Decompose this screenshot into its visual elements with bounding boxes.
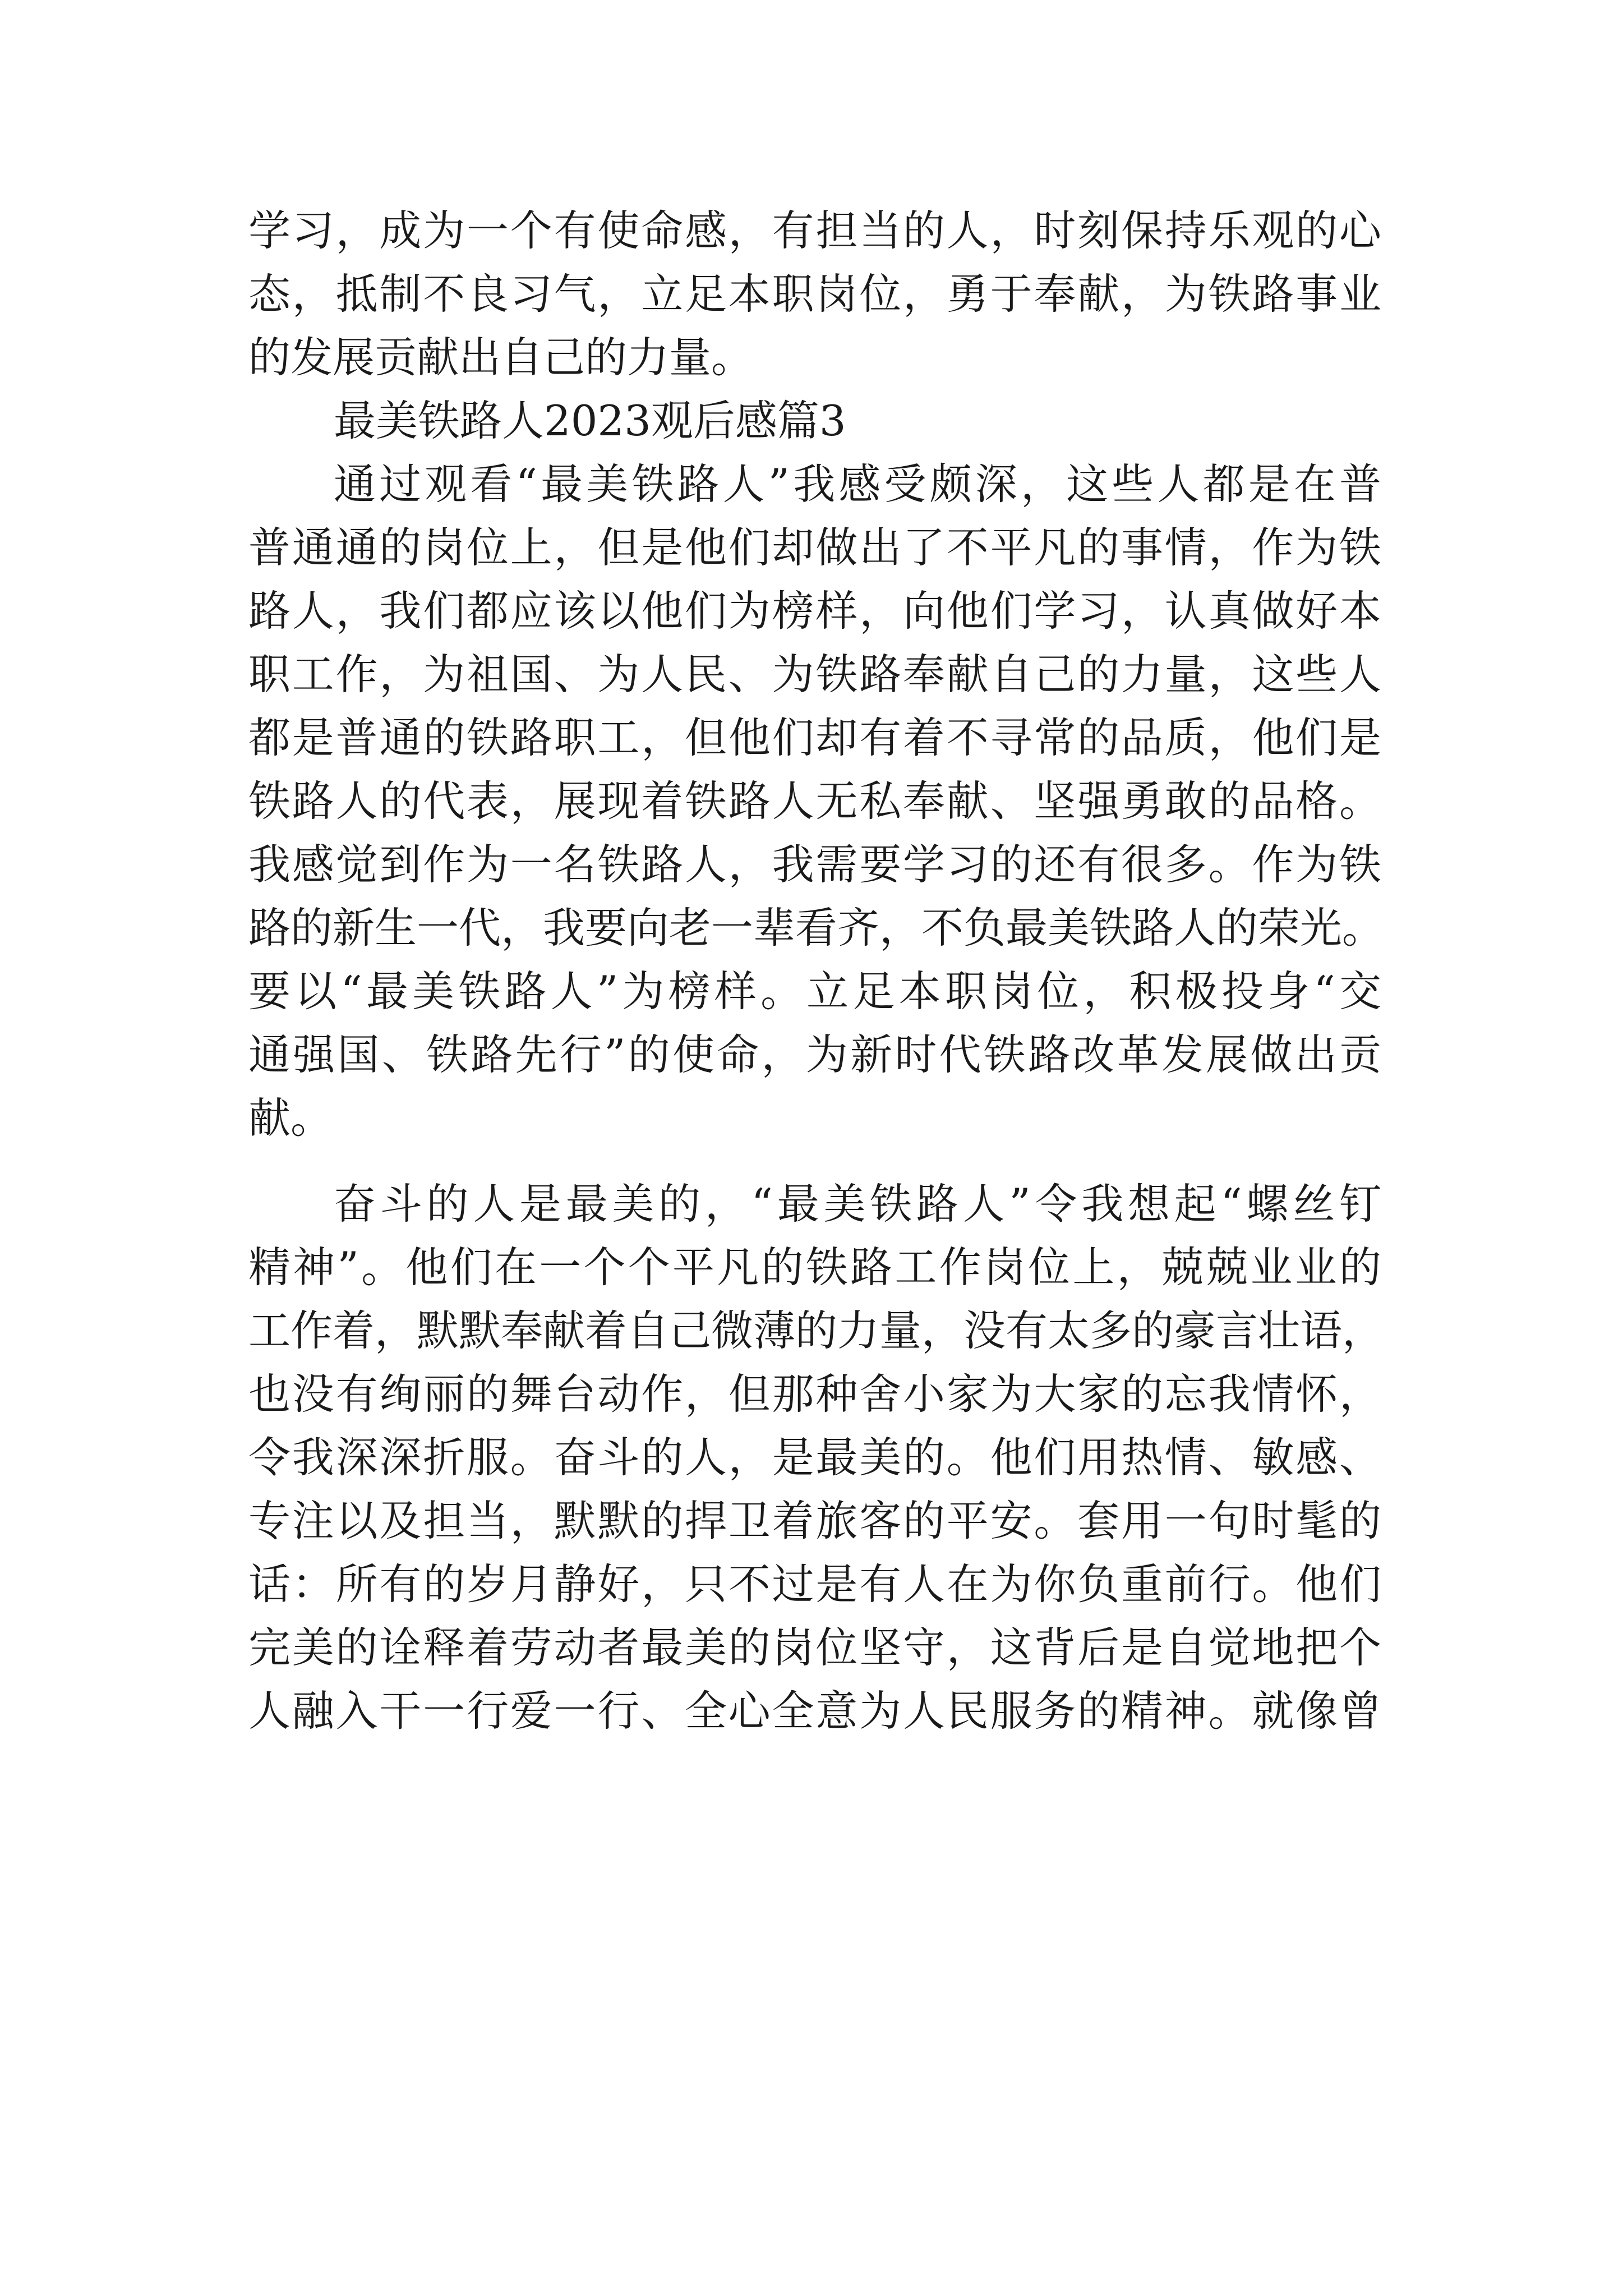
text-line: 职工作，为祖国、为人民、为铁路奉献自己的力量，这些人 [248, 650, 1381, 699]
text-line: 也没有绚丽的舞台动作，但那种舍小家为大家的忘我情怀， [248, 1369, 1381, 1419]
text-line: 完美的诠释着劳动者最美的岗位坚守，这背后是自觉地把个 [248, 1623, 1381, 1672]
text-line: 路的新生一代，我要向老一辈看齐，不负最美铁路人的荣光。 [248, 903, 1385, 953]
paragraph [248, 1172, 1385, 1743]
text-line: 要以“最美铁路人”为榜样。立足本职岗位，积极投身“交 [248, 967, 1381, 1016]
section-heading: 最美铁路人2023观后感篇3 [334, 396, 846, 445]
text-line: 态，抵制不良习气，立足本职岗位，勇于奉献，为铁路事业 [248, 269, 1381, 319]
text-line: 令我深深折服。奋斗的人，是最美的。他们用热情、敏感、 [248, 1433, 1381, 1482]
text-line: 路人，我们都应该以他们为榜样，向他们学习，认真做好本 [248, 586, 1381, 636]
text-line: 工作着，默默奉献着自己微薄的力量，没有太多的豪言壮语， [248, 1306, 1385, 1355]
text-line: 话：所有的岁月静好，只不过是有人在为你负重前行。他们 [248, 1559, 1381, 1609]
document-body [248, 199, 1385, 1743]
text-line: 人融入干一行爱一行、全心全意为人民服务的精神。就像曾 [248, 1686, 1381, 1736]
text-line: 通过观看“最美铁路人”我感受颇深，这些人都是在普 [334, 459, 1381, 509]
text-line: 献。 [248, 1093, 333, 1143]
text-line: 学习，成为一个有使命感，有担当的人，时刻保持乐观的心 [248, 206, 1381, 255]
text-line: 奋斗的人是最美的，“最美铁路人”令我想起“螺丝钉 [334, 1179, 1381, 1228]
paragraph [248, 453, 1385, 1150]
text-line: 专注以及担当，默默的捍卫着旅客的平安。套用一句时髦的 [248, 1496, 1381, 1545]
text-line: 精神”。他们在一个个平凡的铁路工作岗位上，兢兢业业的 [248, 1243, 1381, 1292]
text-line: 我感觉到作为一名铁路人，我需要学习的还有很多。作为铁 [248, 840, 1381, 889]
paragraph-spacer [248, 1150, 1381, 1172]
text-line: 普通通的岗位上，但是他们却做出了不平凡的事情，作为铁 [248, 523, 1381, 572]
text-line: 通强国、铁路先行”的使命，为新时代铁路改革发展做出贡 [248, 1030, 1381, 1079]
text-line: 铁路人的代表，展现着铁路人无私奉献、坚强勇敢的品格。 [248, 776, 1381, 826]
text-line: 都是普通的铁路职工，但他们却有着不寻常的品质，他们是 [248, 713, 1381, 762]
continued-paragraph [248, 199, 1381, 389]
text-line: 的发展贡献出自己的力量。 [248, 333, 754, 382]
